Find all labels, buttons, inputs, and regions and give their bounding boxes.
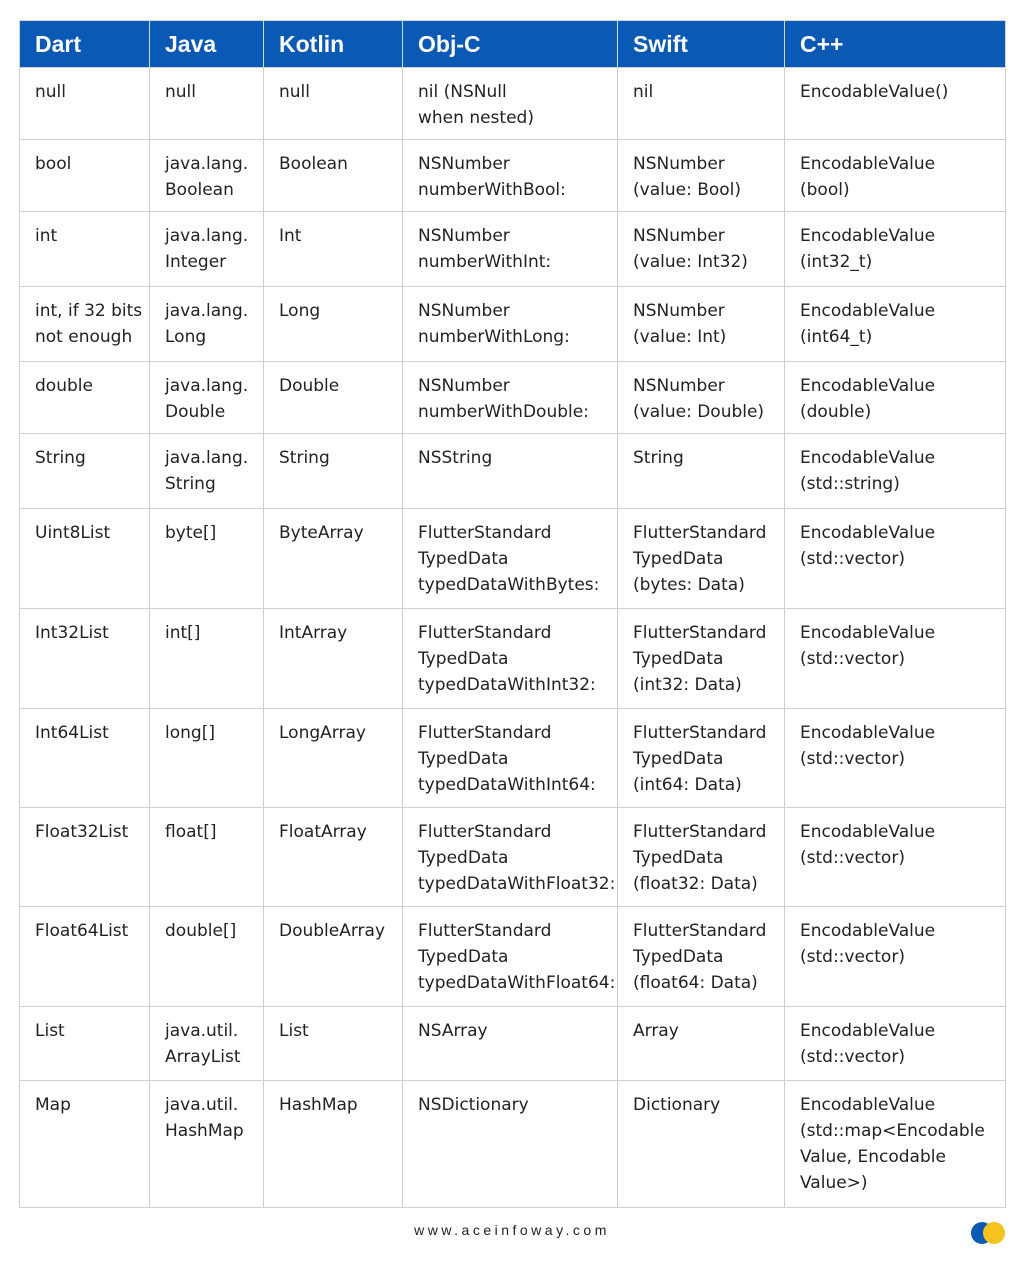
cell-kotlin: ByteArray xyxy=(264,509,403,609)
table-row xyxy=(20,808,1006,907)
table-row xyxy=(20,287,1006,362)
cell-kotlin: List xyxy=(264,1007,403,1081)
cell-java: java.lang. Double xyxy=(150,362,264,434)
cell-cpp: EncodableValue (double) xyxy=(785,362,1006,434)
cell-java: long[] xyxy=(150,709,264,808)
header-cpp: C++ xyxy=(785,21,1006,68)
table-row xyxy=(20,609,1006,709)
cell-dart: Int32List xyxy=(20,609,150,709)
cell-objc: FlutterStandard TypedData typedDataWithBytes: xyxy=(403,509,618,609)
cell-swift: Dictionary xyxy=(618,1081,785,1208)
table-row xyxy=(20,509,1006,609)
cell-dart: Map xyxy=(20,1081,150,1208)
table-row xyxy=(20,212,1006,287)
cell-swift: Array xyxy=(618,1007,785,1081)
cell-dart: double xyxy=(20,362,150,434)
cell-dart: List xyxy=(20,1007,150,1081)
cell-objc: NSDictionary xyxy=(403,1081,618,1208)
cell-swift: String xyxy=(618,434,785,509)
header-kotlin: Kotlin xyxy=(264,21,403,68)
cell-java: java.lang. Long xyxy=(150,287,264,362)
cell-swift: FlutterStandard TypedData (float32: Data) xyxy=(618,808,785,907)
cell-objc: FlutterStandard TypedData typedDataWithFloat32: xyxy=(403,808,618,907)
header-swift: Swift xyxy=(618,21,785,68)
aceinfoway-logo-icon xyxy=(971,1222,1005,1244)
cell-kotlin: Int xyxy=(264,212,403,287)
table-row xyxy=(20,1081,1006,1208)
cell-objc: NSNumber numberWithBool: xyxy=(403,140,618,212)
cell-dart: bool xyxy=(20,140,150,212)
cell-kotlin: FloatArray xyxy=(264,808,403,907)
cell-dart: Float64List xyxy=(20,907,150,1007)
cell-dart: String xyxy=(20,434,150,509)
cell-java: byte[] xyxy=(150,509,264,609)
table-row xyxy=(20,709,1006,808)
cell-kotlin: IntArray xyxy=(264,609,403,709)
cell-dart: Uint8List xyxy=(20,509,150,609)
type-mapping-table xyxy=(19,20,1006,1208)
cell-java: null xyxy=(150,68,264,140)
cell-dart: null xyxy=(20,68,150,140)
cell-java: java.lang. String xyxy=(150,434,264,509)
cell-java: java.lang. Integer xyxy=(150,212,264,287)
cell-cpp: EncodableValue (std::vector) xyxy=(785,609,1006,709)
cell-objc: NSNumber numberWithInt: xyxy=(403,212,618,287)
header-dart: Dart xyxy=(20,21,150,68)
cell-kotlin: Long xyxy=(264,287,403,362)
table-row xyxy=(20,1007,1006,1081)
website-url[interactable]: www.aceinfoway.com xyxy=(414,1222,610,1238)
cell-kotlin: DoubleArray xyxy=(264,907,403,1007)
cell-swift: nil xyxy=(618,68,785,140)
cell-cpp: EncodableValue (std::vector) xyxy=(785,709,1006,808)
cell-objc: NSNumber numberWithLong: xyxy=(403,287,618,362)
cell-cpp: EncodableValue (int64_t) xyxy=(785,287,1006,362)
cell-kotlin: HashMap xyxy=(264,1081,403,1208)
cell-objc: FlutterStandard TypedData typedDataWithInt64: xyxy=(403,709,618,808)
table-row xyxy=(20,68,1006,140)
cell-kotlin: String xyxy=(264,434,403,509)
cell-kotlin: Boolean xyxy=(264,140,403,212)
cell-cpp: EncodableValue (std::map<Encodable Value, Encodable Value>) xyxy=(785,1081,1006,1208)
cell-cpp: EncodableValue (std::vector) xyxy=(785,509,1006,609)
cell-java: java.util. ArrayList xyxy=(150,1007,264,1081)
header-row xyxy=(20,21,1006,68)
cell-cpp: EncodableValue (std::vector) xyxy=(785,808,1006,907)
cell-swift: FlutterStandard TypedData (int32: Data) xyxy=(618,609,785,709)
cell-swift: NSNumber (value: Double) xyxy=(618,362,785,434)
cell-swift: NSNumber (value: Bool) xyxy=(618,140,785,212)
cell-dart: int, if 32 bits not enough xyxy=(20,287,150,362)
cell-cpp: EncodableValue (std::string) xyxy=(785,434,1006,509)
cell-kotlin: Double xyxy=(264,362,403,434)
cell-swift: NSNumber (value: Int32) xyxy=(618,212,785,287)
cell-objc: NSNumber numberWithDouble: xyxy=(403,362,618,434)
cell-dart: int xyxy=(20,212,150,287)
cell-kotlin: null xyxy=(264,68,403,140)
cell-java: java.lang. Boolean xyxy=(150,140,264,212)
cell-java: int[] xyxy=(150,609,264,709)
cell-cpp: EncodableValue() xyxy=(785,68,1006,140)
cell-cpp: EncodableValue (std::vector) xyxy=(785,907,1006,1007)
cell-objc: FlutterStandard TypedData typedDataWithInt32: xyxy=(403,609,618,709)
cell-dart: Float32List xyxy=(20,808,150,907)
header-objc: Obj-C xyxy=(403,21,618,68)
cell-objc: FlutterStandard TypedData typedDataWithFloat64: xyxy=(403,907,618,1007)
cell-dart: Int64List xyxy=(20,709,150,808)
cell-swift: FlutterStandard TypedData (int64: Data) xyxy=(618,709,785,808)
cell-java: double[] xyxy=(150,907,264,1007)
cell-swift: NSNumber (value: Int) xyxy=(618,287,785,362)
table-row xyxy=(20,907,1006,1007)
table-row xyxy=(20,140,1006,212)
table-row xyxy=(20,434,1006,509)
table-row xyxy=(20,362,1006,434)
cell-swift: FlutterStandard TypedData (float64: Data) xyxy=(618,907,785,1007)
cell-objc: NSString xyxy=(403,434,618,509)
cell-kotlin: LongArray xyxy=(264,709,403,808)
cell-java: float[] xyxy=(150,808,264,907)
cell-objc: nil (NSNull when nested) xyxy=(403,68,618,140)
cell-java: java.util. HashMap xyxy=(150,1081,264,1208)
cell-cpp: EncodableValue (std::vector) xyxy=(785,1007,1006,1081)
cell-cpp: EncodableValue (bool) xyxy=(785,140,1006,212)
cell-swift: FlutterStandard TypedData (bytes: Data) xyxy=(618,509,785,609)
cell-objc: NSArray xyxy=(403,1007,618,1081)
cell-cpp: EncodableValue (int32_t) xyxy=(785,212,1006,287)
header-java: Java xyxy=(150,21,264,68)
logo-yellow-circle xyxy=(983,1222,1005,1244)
